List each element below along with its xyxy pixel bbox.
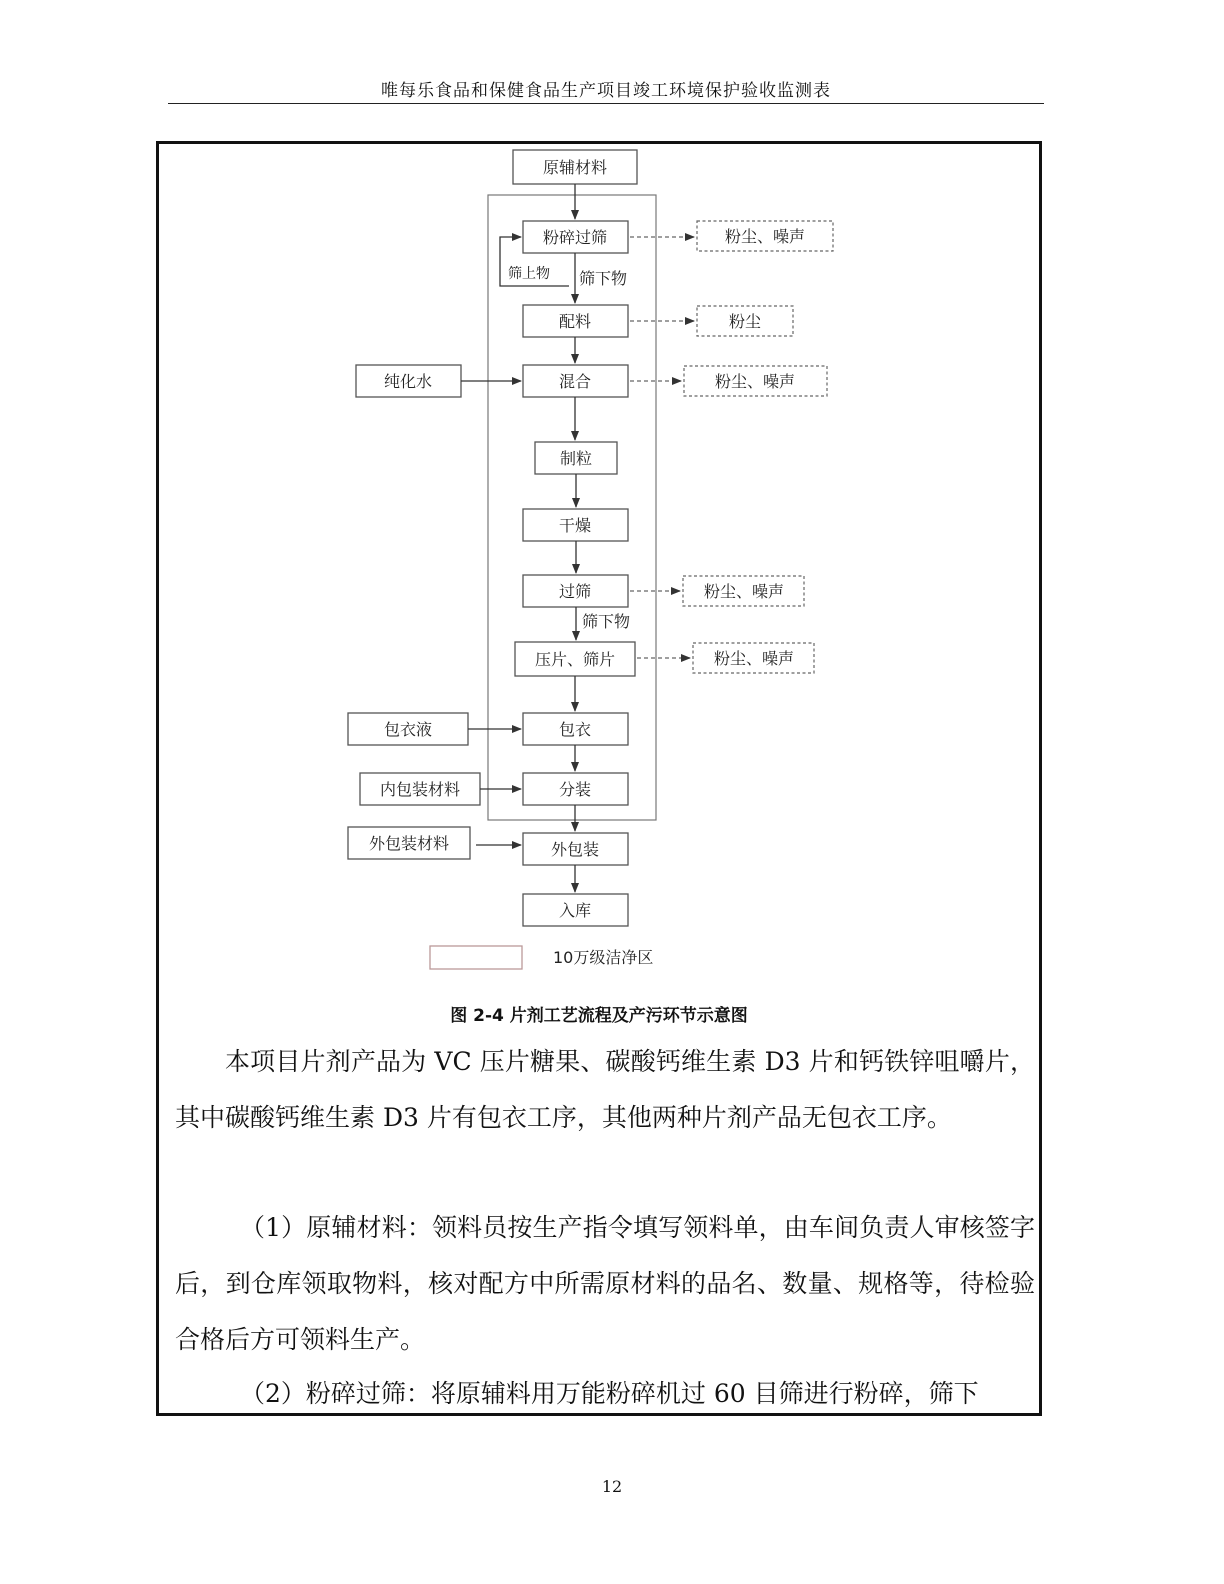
svg-text:混合: 混合 xyxy=(558,372,592,391)
step-tablet-press xyxy=(515,642,635,676)
svg-text:外包装: 外包装 xyxy=(550,840,600,859)
svg-text:粉尘、噪声: 粉尘、噪声 xyxy=(724,227,806,246)
svg-text:外包装材料: 外包装材料 xyxy=(368,834,450,853)
svg-text:过筛: 过筛 xyxy=(558,582,592,601)
pollutant-mix xyxy=(684,366,827,396)
label-undersize-1: 筛下物 xyxy=(579,269,628,288)
figure-caption: 图 2-4 片剂工艺流程及产污环节示意图 xyxy=(450,1006,748,1026)
svg-text:干燥: 干燥 xyxy=(558,516,592,535)
pollutant-batch xyxy=(697,306,793,336)
step-packing xyxy=(523,773,628,805)
pollutant-crush xyxy=(697,221,833,251)
step-raw-materials xyxy=(513,150,637,184)
svg-text:纯化水: 纯化水 xyxy=(383,372,433,391)
svg-text:配料: 配料 xyxy=(558,312,592,331)
svg-text:内包装材料: 内包装材料 xyxy=(379,780,461,799)
page-header: 唯每乐食品和保健食品生产项目竣工环境保护验收监测表 xyxy=(381,81,831,101)
svg-text:粉碎过筛: 粉碎过筛 xyxy=(542,228,608,247)
step-granulation xyxy=(535,442,617,474)
svg-text:包衣: 包衣 xyxy=(558,720,592,739)
page-number: 12 xyxy=(601,1477,623,1496)
svg-text:粉尘、噪声: 粉尘、噪声 xyxy=(703,582,785,601)
svg-text:压片、筛片: 压片、筛片 xyxy=(534,650,616,669)
paragraph-step-2: （2）粉碎过筛：将原辅料用万能粉碎机过 60 目筛进行粉碎，筛下 xyxy=(240,1379,979,1408)
pollutant-sieve xyxy=(683,576,804,606)
label-oversize: 筛上物 xyxy=(508,266,550,282)
step-crush-sieve xyxy=(523,221,628,253)
legend-label: 10万级洁净区 xyxy=(553,948,654,967)
step-warehousing xyxy=(523,894,628,926)
input-outer-packaging xyxy=(348,827,470,859)
input-inner-packaging xyxy=(360,773,480,805)
svg-text:原辅材料: 原辅材料 xyxy=(542,158,608,177)
svg-text:包衣液: 包衣液 xyxy=(383,720,433,739)
svg-text:粉尘、噪声: 粉尘、噪声 xyxy=(714,372,796,391)
svg-text:制粒: 制粒 xyxy=(559,449,593,468)
svg-text:分装: 分装 xyxy=(558,780,592,799)
step-sieving xyxy=(523,575,628,607)
svg-text:入库: 入库 xyxy=(558,901,592,920)
step-drying xyxy=(523,509,628,541)
input-coating-liquid xyxy=(348,713,468,745)
step-coating xyxy=(523,713,628,745)
svg-text:粉尘、噪声: 粉尘、噪声 xyxy=(713,649,795,668)
svg-text:粉尘: 粉尘 xyxy=(728,312,762,331)
paragraph-step-1: （1）原辅材料：领料员按生产指令填写领料单，由车间负责人审核签字后，到仓库领取物料，核对配方中所需原材料的品名、数量、规格等，待检验合格后方可领料生产。 xyxy=(175,1213,1035,1354)
step-batching xyxy=(523,305,628,337)
step-outer-packing xyxy=(523,833,628,865)
step-mixing xyxy=(523,365,628,397)
paragraph-intro: 本项目片剂产品为 VC 压片糖果、碳酸钙维生素 D3 片和钙铁锌咀嚼片，其中碳酸钙维生素 D3 片有包衣工序，其他两种片剂产品无包衣工序。 xyxy=(175,1047,1035,1132)
label-undersize-2: 筛下物 xyxy=(582,612,631,631)
pollutant-press xyxy=(693,643,814,673)
legend-swatch-clean-zone xyxy=(430,946,522,969)
input-purified-water xyxy=(356,365,461,397)
